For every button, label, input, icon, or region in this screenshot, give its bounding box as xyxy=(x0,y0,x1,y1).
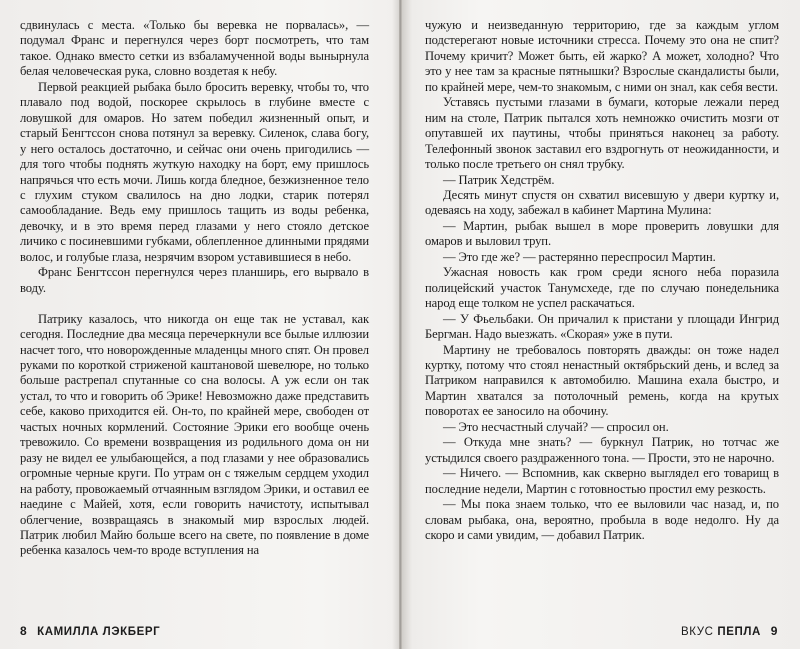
book-title-word: ВКУС xyxy=(681,626,714,638)
paragraph: — Мартин, рыбак вышел в море проверить ловушки для омаров и выловил труп. xyxy=(425,218,779,249)
paragraph: — Это несчастный случай? — спросил он. xyxy=(443,419,669,434)
paragraph: Мартину не требовалось повторять дважды: он тоже надел куртку, потому что стоял ненастный октябрьский день, и вслед за Патриком направился к автомобилю. Машина ехала быстро, и Мартин хватался за потолочный ремень, когда на крутых поворотах ее заносило на обочину. xyxy=(425,342,779,419)
paragraph: — Ничего. — Вспомнив, как скверно выглядел его товарищ в последние недели, Мартин с готовностью простил ему резкость. xyxy=(425,466,779,496)
paragraph: Десять минут спустя он схватил висевшую у двери куртку и, одеваясь на ходу, забежал в кабинет Мартина Мулина: xyxy=(425,187,779,218)
paragraph: Ужасная новость как гром среди ясного неба поразила полицейский участок Танумсхеде, где по случаю понедельника народ еще толком не успел раскачаться. xyxy=(425,265,779,311)
paragraph: чужую и неизведанную территорию, где за каждым углом подстерегают новые источники стресса. Почему это она не спит? Почему кричит? Может быть, ей жарко? А может, холодно? Что это у нее там за красные пятнышки? Взрослые скандалисты были, по крайней мере, чем-то знакомым, с ними он знал, как себя вести. xyxy=(425,18,779,94)
paragraph: Уставясь пустыми глазами в бумаги, которые лежали перед ним на столе, Патрик пытался хоть немножко очистить мозги от опутавшей их паутины, чтобы приняться наконец за работу. Телефонный звонок заставил его вздрогнуть от неожиданности, и только после третьего он снял трубку. xyxy=(425,95,779,172)
paragraph: — Мы пока знаем только, что ее выловили час назад, и, по словам рыбака, она, вероятно, пробыла в воде недолго. Ну да скоро и сами увидим, — добавил Патрик. xyxy=(425,497,779,542)
paragraph: сдвинулась с места. «Только бы веревка не порвалась», — подумал Франс и перегнулся через борт посмотреть, что там такое. Однако вместо сетки из взбаламученной воды вынырнула белая человеческая рука, словно воздетая к небу. xyxy=(20,18,369,79)
page-number: 8 xyxy=(20,624,28,638)
right-running-footer xyxy=(681,624,778,638)
author-name: КАМИЛЛА ЛЭКБЕРГ xyxy=(37,626,161,638)
left-page xyxy=(0,0,399,649)
book-title xyxy=(681,626,761,638)
paragraph: — Патрик Хедстрём. xyxy=(443,172,555,187)
paragraph: — Это где же? — растерянно переспросил Мартин. xyxy=(443,249,716,264)
book-title-word: ПЕПЛА xyxy=(717,626,761,638)
paragraph: — Откуда мне знать? — буркнул Патрик, но тотчас же устыдился своего раздраженного тона. — Прости, это не нарочно. xyxy=(425,435,779,465)
right-page xyxy=(402,0,800,649)
paragraph: — У Фьельбаки. Он причалил к пристани у площади Ингрид Бергман. Надо выезжать. «Скорая» уже в пути. xyxy=(425,311,779,342)
right-text-column xyxy=(425,18,779,543)
left-running-footer xyxy=(20,624,160,638)
paragraph: Патрику казалось, что никогда он еще так не уставал, как сегодня. Последние два месяца перечеркнули все былые иллюзии насчет того, что новорожденные младенцы много спят. Он провел руками по короткой стриженой каштановой шевелюре, но только больше растрепал спутанные со сна волосы. А уж если он так устал, то что и говорить об Эрике! Невозможно даже представить себе, каково приходится ей. Он-то, по крайней мере, свободен от частых ночных кормлений. Состояние Эрики его вообще очень тревожило. Со времени возвращения из родильного дома он ни разу не видел ее улыбающейся, а под глазами у нее образовались огромные черные круги. По утрам он с тяжелым сердцем уходил на работу, провожаемый отчаянным взглядом Эрики, и оставил ее наедине с Майей, хотя, если говорить начистоту, испытывал облегчение, возвращаясь в знакомый мир взрослых людей. Патрик любил Майю больше всего на свете, по появление в доме ребенка казалось чем-то вроде вступления на xyxy=(20,311,369,558)
paragraph: Первой реакцией рыбака было бросить веревку, чтобы то, что плавало под водой, поскорее скрылось в глубине вместе с ловушкой для омаров. Но затем победил жизненный опыт, и старый Бенгтссон снова потянул за веревку. Силенок, слава богу, у него осталось достаточно, и сейчас они очень пригодились — для того чтобы поднять жуткую находку на борт, ему пришлось напрячься что есть мочи. Лишь когда бледное, безжизненное тело с глухим стуком свалилось на дно лодки, старик потерял самообладание. Ведь ему пришлось тащить из воды ребенка, девочку, и в это время перед глазами у него стояло детское личико с посиневшими губками, облепленное длинными прядями волос, и голубые глаза, незрячим взором уставившиеся в небо. xyxy=(20,79,369,264)
paragraph: Франс Бенгтссон перегнулся через планширь, его вырвало в воду. xyxy=(20,265,369,295)
page-number: 9 xyxy=(770,624,778,638)
left-text-column xyxy=(20,18,369,559)
